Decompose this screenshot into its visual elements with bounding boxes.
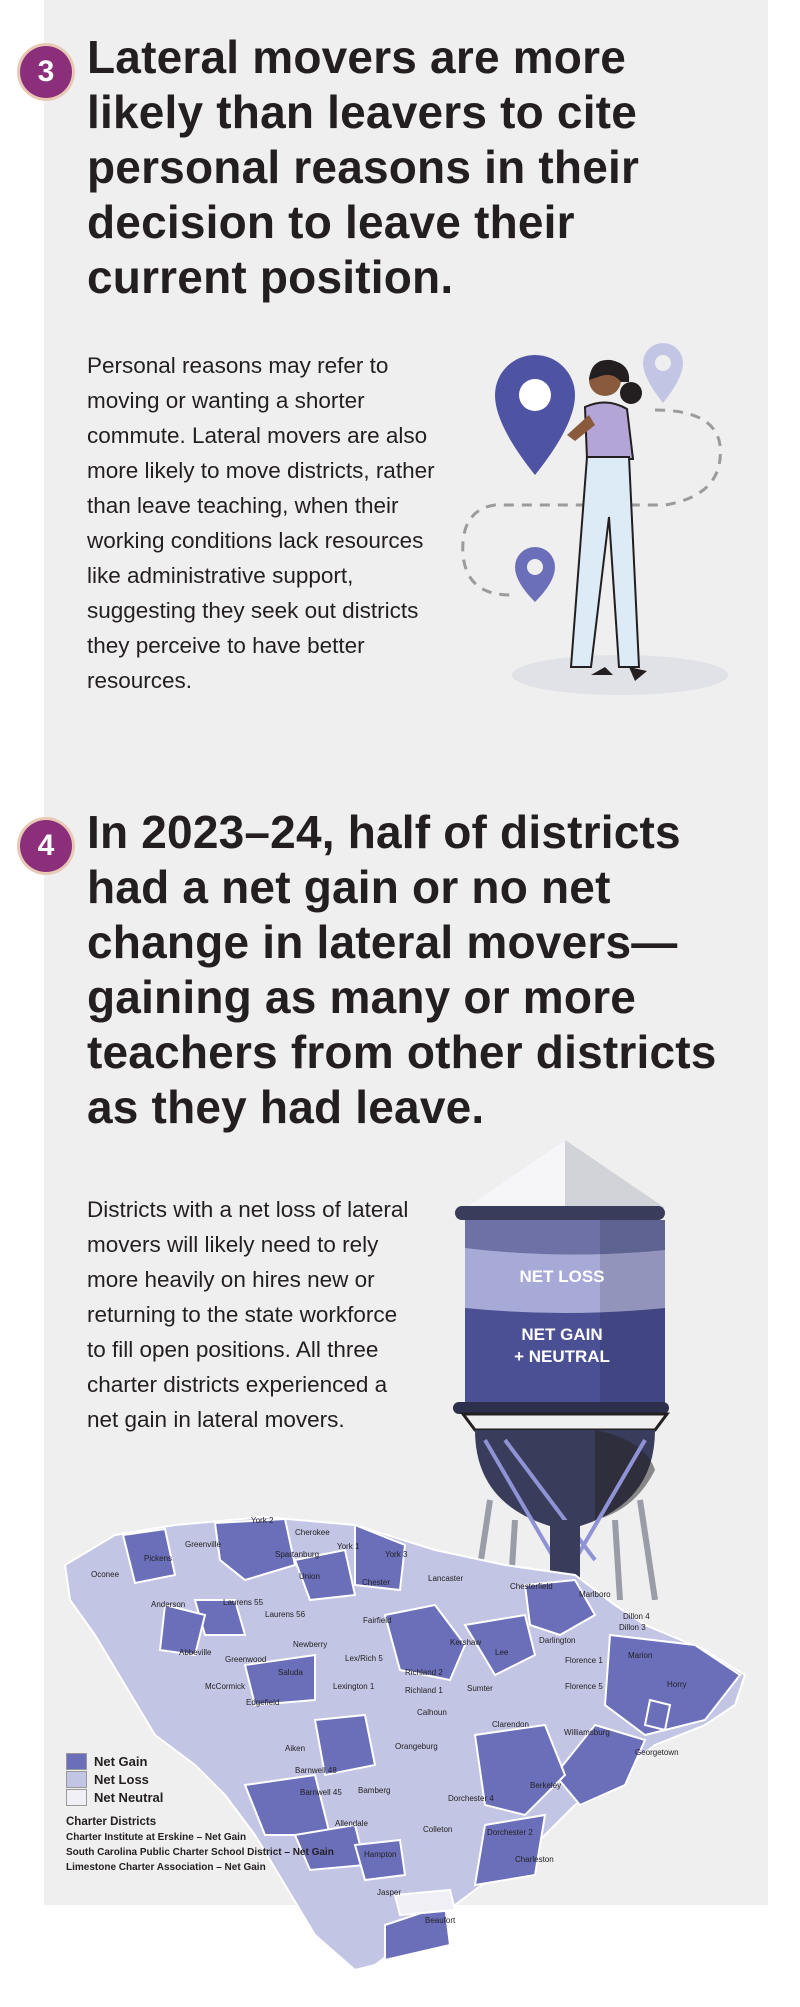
charter-line-erskine: Charter Institute at Erskine – Net Gain (66, 1832, 247, 1843)
legend-net-neutral (66, 1788, 163, 1806)
charter-line-limestone: Limestone Charter Association – Net Gain (66, 1862, 266, 1873)
label-lancaster: Lancaster (428, 1574, 464, 1583)
map-legend (66, 1752, 163, 1806)
net-neutral-label: Net Neutral (94, 1789, 164, 1805)
net-neutral-swatch (66, 1789, 87, 1806)
label-orangeburg: Orangeburg (395, 1742, 438, 1751)
label-hampton: Hampton (364, 1850, 397, 1859)
label-dorchester-2: Dorchester 2 (487, 1828, 533, 1837)
label-york-2: York 2 (251, 1516, 274, 1525)
net-loss-label: NET LOSS (519, 1267, 605, 1286)
label-kershaw: Kershaw (450, 1638, 482, 1647)
label-barnwell-48: Barnwell 48 (295, 1766, 337, 1775)
label-abbeville: Abbeville (179, 1648, 212, 1657)
charter-line-scpcsd: South Carolina Public Charter School District – Net Gain (66, 1847, 334, 1858)
section-3-body: Personal reasons may refer to moving or wanting a shorter commute. Lateral movers are also more likely to move districts, rather than leave teaching, when their working conditions lack resources like administrative support, suggesting they seek out districts they perceive to have better resources. (87, 353, 435, 693)
label-jasper: Jasper (377, 1888, 402, 1897)
label-edgefield: Edgefield (246, 1698, 280, 1707)
label-darlington: Darlington (539, 1636, 576, 1645)
section-4-body: Districts with a net loss of lateral movers will likely need to rely more heavily on hires new or returning to the state workforce to fill open positions. All three charter districts experienced a net gain in lateral movers. (87, 1197, 409, 1432)
section-4-heading: In 2023–24, half of districts had a net gain or no net change in lateral movers—gaining as many or more teachers from other districts as they had leave. (87, 806, 717, 1133)
label-charleston: Charleston (515, 1855, 554, 1864)
section-4-number: 4 (37, 829, 55, 862)
label-marlboro: Marlboro (579, 1590, 611, 1599)
label-spartanburg: Spartanburg (275, 1550, 320, 1559)
label-fairfield: Fairfield (363, 1616, 392, 1625)
label-oconee: Oconee (91, 1570, 120, 1579)
legend-net-loss (66, 1770, 163, 1788)
label-horry: Horry (667, 1680, 687, 1689)
label-lexington-1: Lexington 1 (333, 1682, 375, 1691)
net-gain-label: Net Gain (94, 1753, 148, 1769)
net-gain-label-line1: NET GAIN (521, 1325, 603, 1344)
label-richland-1: Richland 1 (405, 1686, 443, 1695)
label-clarendon: Clarendon (492, 1720, 529, 1729)
net-gain-swatch (66, 1753, 87, 1770)
label-bamberg: Bamberg (358, 1786, 391, 1795)
net-loss-label-legend: Net Loss (94, 1771, 149, 1787)
charter-districts-title: Charter Districts (66, 1816, 157, 1828)
label-chester: Chester (362, 1578, 391, 1587)
label-barnwell-45: Barnwell 45 (300, 1788, 342, 1797)
label-calhoun: Calhoun (417, 1708, 447, 1717)
label-laurens-56: Laurens 56 (265, 1610, 306, 1619)
label-colleton: Colleton (423, 1825, 453, 1834)
label-newberry: Newberry (293, 1640, 328, 1649)
label-marion: Marion (628, 1651, 653, 1660)
label-union: Union (299, 1572, 320, 1581)
label-saluda: Saluda (278, 1668, 303, 1677)
legend-net-gain (66, 1752, 163, 1770)
label-laurens-55: Laurens 55 (223, 1598, 264, 1607)
label-aiken: Aiken (285, 1744, 306, 1753)
section-3-badge (20, 46, 72, 98)
label-cherokee: Cherokee (295, 1528, 330, 1537)
label-pickens: Pickens (144, 1554, 173, 1563)
south-carolina-district-map (55, 1505, 760, 1975)
section-4-badge (20, 820, 72, 872)
label-sumter: Sumter (467, 1684, 493, 1693)
label-chesterfield: Chesterfield (510, 1582, 553, 1591)
section-3-number: 3 (37, 55, 55, 88)
label-florence-5: Florence 5 (565, 1682, 603, 1691)
label-dorchester-4: Dorchester 4 (448, 1794, 494, 1803)
net-gain-label-line2: + NEUTRAL (514, 1347, 610, 1366)
label-dillon-3: Dillon 3 (619, 1623, 646, 1632)
label-anderson: Anderson (151, 1600, 186, 1609)
label-beaufort: Beaufort (425, 1916, 456, 1925)
label-florence-1: Florence 1 (565, 1656, 603, 1665)
label-berkeley: Berkeley (530, 1781, 562, 1790)
label-york-1: York 1 (337, 1542, 360, 1551)
label-dillon-4: Dillon 4 (623, 1612, 650, 1621)
label-williamsburg: Williamsburg (564, 1728, 610, 1737)
label-mccormick: McCormick (205, 1682, 245, 1691)
person-with-location-pins-illustration (455, 335, 755, 705)
label-lee: Lee (495, 1648, 509, 1657)
label-richland-2: Richland 2 (405, 1668, 443, 1677)
label-georgetown: Georgetown (635, 1748, 679, 1757)
label-greenville: Greenville (185, 1540, 222, 1549)
label-lex-rich-5: Lex/Rich 5 (345, 1654, 383, 1663)
section-3-heading: Lateral movers are more likely than leavers to cite personal reasons in their decision to leave their current position. (87, 31, 640, 303)
label-greenwood: Greenwood (225, 1655, 267, 1664)
label-allendale: Allendale (335, 1819, 368, 1828)
charter-districts-note (66, 1815, 334, 1875)
net-loss-swatch (66, 1771, 87, 1788)
label-york-3: York 3 (385, 1550, 408, 1559)
